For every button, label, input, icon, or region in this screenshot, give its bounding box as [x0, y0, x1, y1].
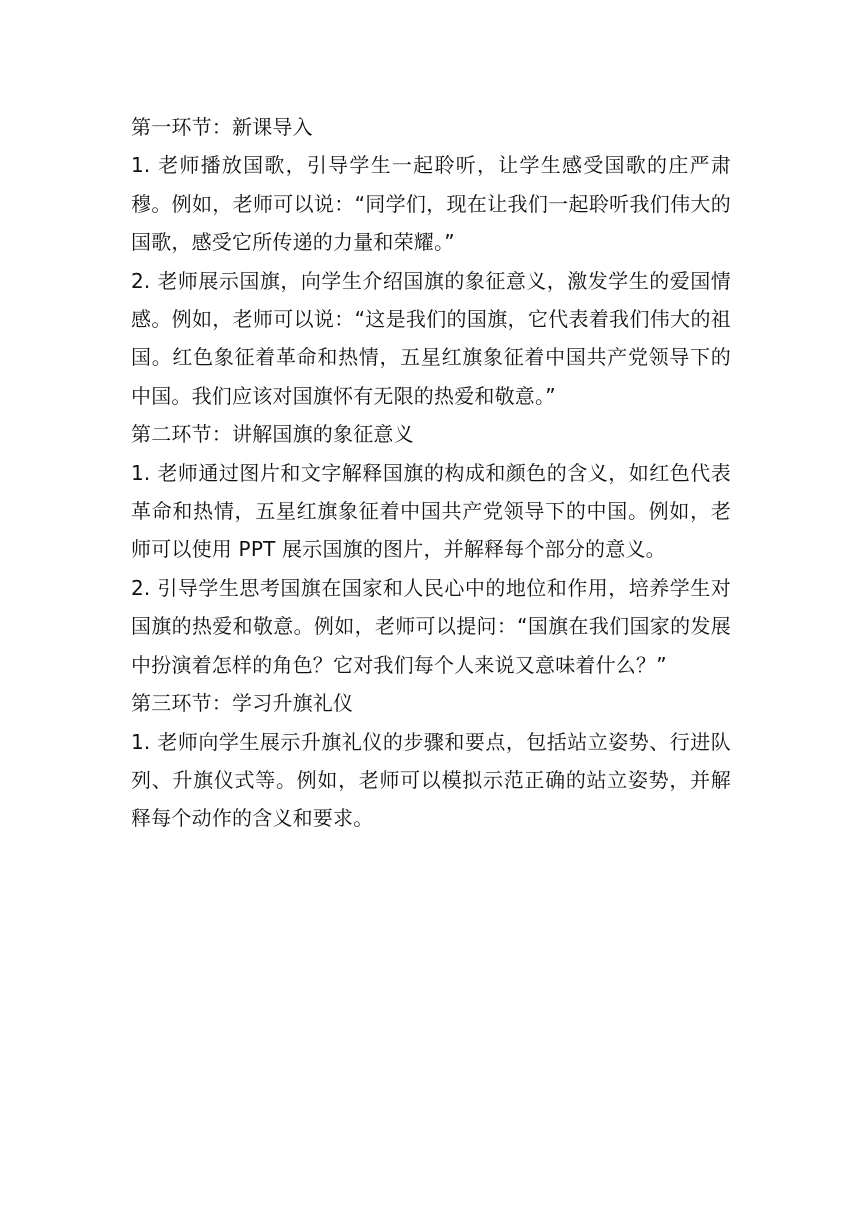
- section-heading-3: 第三环节：学习升旗礼仪: [131, 691, 354, 716]
- section-heading-2: 第二环节：讲解国旗的象征意义: [131, 422, 414, 447]
- paragraph-2-1: 1. 老师通过图片和文字解释国旗的构成和颜色的含义，如红色代表革命和热情，五星红旗象征着中国共产党领导下的中国。例如，老师可以使用 PPT 展示国旗的图片，并解释每个部分的意义。: [131, 460, 731, 562]
- paragraph-3-1: 1. 老师向学生展示升旗礼仪的步骤和要点，包括站立姿势、行进队列、升旗仪式等。例如，老师可以模拟示范正确的站立姿势，并解释每个动作的含义和要求。: [131, 729, 731, 831]
- document-body: [131, 108, 731, 838]
- paragraph-1-2: 2. 老师展示国旗，向学生介绍国旗的象征意义，激发学生的爱国情感。例如，老师可以说：“这是我们的国旗，它代表着我们伟大的祖国。红色象征着革命和热情，五星红旗象征着中国共产党领导下的中国。我们应该对国旗怀有无限的热爱和敬意。”: [131, 268, 731, 408]
- section-heading-1: 第一环节：新课导入: [131, 115, 313, 139]
- paragraph-2-2: 2. 引导学生思考国旗在国家和人民心中的地位和作用，培养学生对国旗的热爱和敬意。例如，老师可以提问：“国旗在我们国家的发展中扮演着怎样的角色？它对我们每个人来说又意味着什么？”: [131, 575, 731, 677]
- paragraph-1-1: 1. 老师播放国歌，引导学生一起聆听，让学生感受国歌的庄严肃穆。例如，老师可以说：“同学们，现在让我们一起聆听我们伟大的国歌，感受它所传递的力量和荣耀。”: [131, 153, 731, 255]
